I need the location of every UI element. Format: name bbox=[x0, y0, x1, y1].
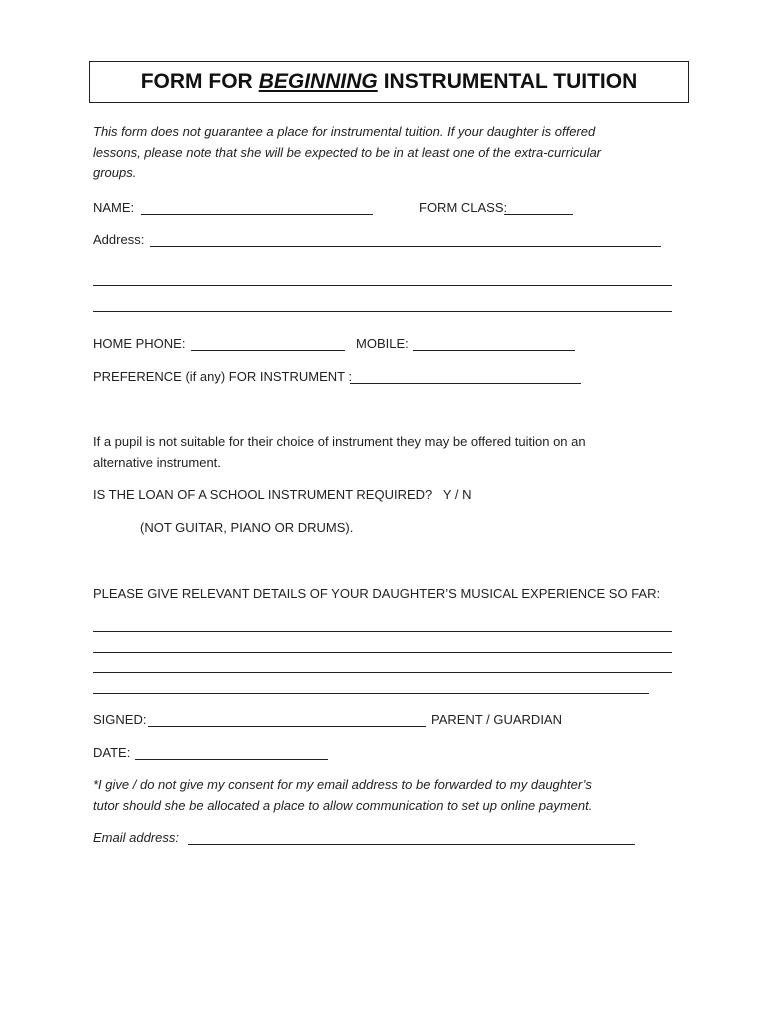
musical-experience-prompt: PLEASE GIVE RELEVANT DETAILS OF YOUR DAUGHTER’S MUSICAL EXPERIENCE SO FAR: bbox=[93, 586, 661, 601]
instrument-preference-field[interactable] bbox=[350, 383, 581, 384]
address-label: Address: bbox=[93, 232, 145, 247]
name-label: NAME: bbox=[93, 200, 135, 215]
title-prefix: FORM FOR bbox=[140, 70, 253, 93]
signature-field[interactable] bbox=[148, 726, 426, 727]
parent-guardian-label: PARENT / GUARDIAN bbox=[431, 712, 562, 727]
experience-field-line-1[interactable] bbox=[93, 631, 672, 632]
name-field[interactable] bbox=[141, 214, 373, 215]
instrument-loan-question: IS THE LOAN OF A SCHOOL INSTRUMENT REQUIRED? Y / N bbox=[93, 487, 472, 502]
title-suffix: INSTRUMENTAL TUITION bbox=[383, 70, 638, 93]
title-emphasis: BEGINNING bbox=[258, 70, 378, 93]
instrument-preference-label: PREFERENCE (if any) FOR INSTRUMENT : bbox=[93, 369, 353, 384]
experience-field-line-3[interactable] bbox=[93, 672, 672, 673]
email-field[interactable] bbox=[188, 844, 635, 845]
address-field-line-3[interactable] bbox=[93, 311, 672, 312]
consent-line: *I give / do not give my consent for my email address to be forwarded to my daughter’s bbox=[93, 777, 592, 792]
intro-paragraph bbox=[93, 122, 601, 184]
intro-line: This form does not guarantee a place for instrumental tuition. If your daughter is offered bbox=[93, 124, 596, 139]
consent-line: tutor should she be allocated a place to allow communication to set up online payment. bbox=[93, 797, 593, 813]
instrument-loan-exception: (NOT GUITAR, PIANO OR DRUMS). bbox=[140, 520, 354, 535]
signed-label: SIGNED: bbox=[93, 712, 147, 727]
experience-field-line-2[interactable] bbox=[93, 652, 672, 653]
home-phone-field[interactable] bbox=[191, 350, 345, 351]
experience-field-line-4[interactable] bbox=[93, 693, 649, 694]
email-label: Email address: bbox=[93, 830, 179, 845]
address-field-line-2[interactable] bbox=[93, 285, 672, 286]
suitability-line: If a pupil is not suitable for their choice of instrument they may be offered tuition on an bbox=[93, 434, 586, 449]
suitability-note bbox=[93, 432, 586, 473]
home-phone-label: HOME PHONE: bbox=[93, 336, 186, 351]
mobile-field[interactable] bbox=[413, 350, 575, 351]
form-title bbox=[89, 61, 689, 103]
date-field[interactable] bbox=[135, 759, 328, 760]
date-label: DATE: bbox=[93, 745, 131, 760]
address-field-line-1[interactable] bbox=[150, 246, 661, 247]
email-consent-note bbox=[93, 775, 592, 816]
form-class-field[interactable] bbox=[504, 214, 573, 215]
form-class-label: FORM CLASS: bbox=[419, 200, 508, 215]
suitability-line: alternative instrument. bbox=[93, 454, 221, 470]
intro-line: lessons, please note that she will be expected to be in at least one of the extra-curricular bbox=[93, 144, 602, 160]
intro-line: groups. bbox=[93, 165, 137, 180]
mobile-label: MOBILE: bbox=[356, 336, 409, 351]
